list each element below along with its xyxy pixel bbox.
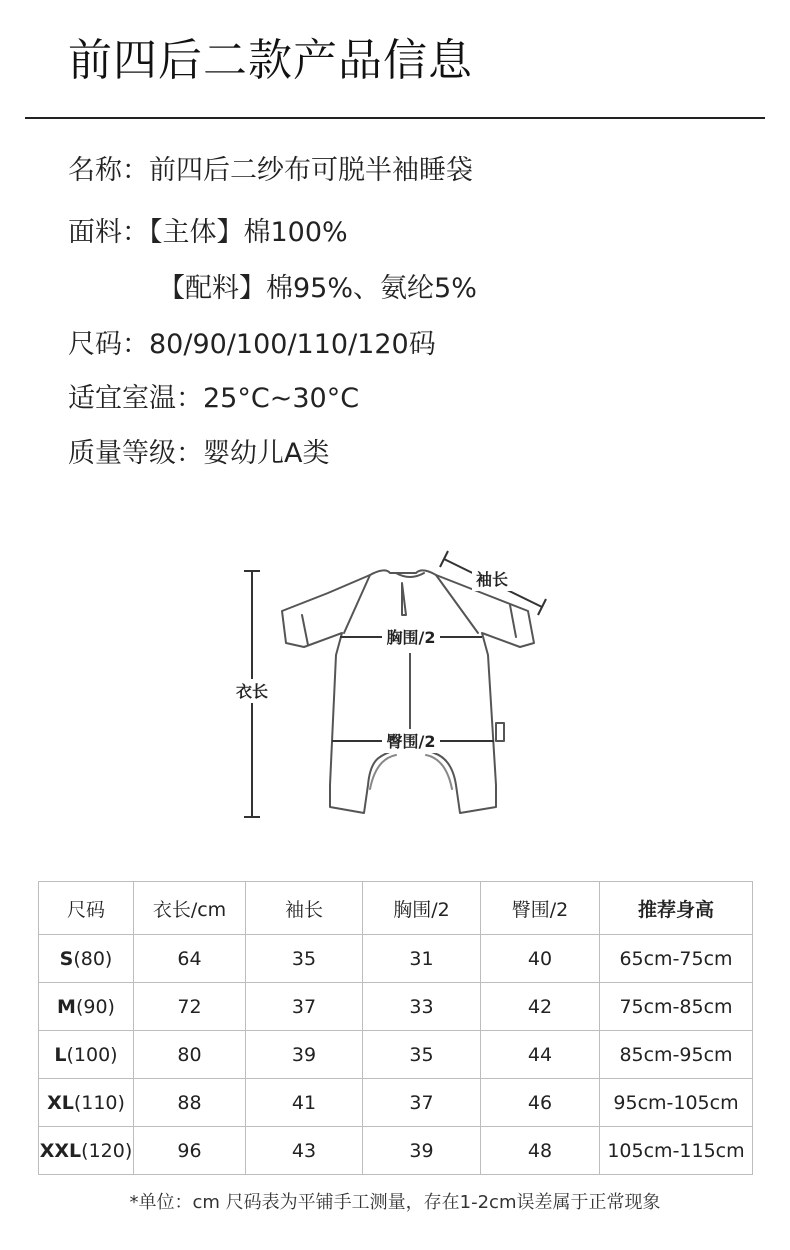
size-cell <box>39 983 134 1031</box>
length-cell: 88 <box>134 1079 246 1127</box>
size-code: M <box>57 995 76 1018</box>
length-cell: 96 <box>134 1127 246 1175</box>
size-code: S <box>59 947 74 970</box>
table-row <box>39 1079 753 1127</box>
size-cell <box>39 935 134 983</box>
info-temp: 适宜室温：25°C~30°C <box>68 383 360 414</box>
header-size: 尺码 <box>39 882 134 935</box>
size-code: XL <box>47 1091 74 1114</box>
info-fabric-main: 面料：【主体】棉100% <box>68 217 348 248</box>
size-table-header <box>39 882 753 935</box>
hip-cell: 40 <box>481 935 600 983</box>
info-size: 尺码：80/90/100/110/120码 <box>68 329 436 360</box>
header-hip: 臀围/2 <box>481 882 600 935</box>
chest-cell: 31 <box>363 935 481 983</box>
hip-cell: 42 <box>481 983 600 1031</box>
chest-label: 胸围/2 <box>386 628 436 647</box>
length-cell: 72 <box>134 983 246 1031</box>
size-table <box>38 881 753 1175</box>
size-code: XXL <box>39 1139 82 1162</box>
size-number: (80) <box>73 947 113 970</box>
header-chest: 胸围/2 <box>363 882 481 935</box>
chest-cell: 35 <box>363 1031 481 1079</box>
measurement-note: *单位：cm 尺码表为平铺手工测量，存在1-2cm误差属于正常现象 <box>129 1192 661 1213</box>
header-height: 推荐身高 <box>600 882 753 935</box>
chest-cell: 37 <box>363 1079 481 1127</box>
chest-cell: 33 <box>363 983 481 1031</box>
height-cell: 65cm-75cm <box>600 935 753 983</box>
sleeve-cell: 43 <box>246 1127 363 1175</box>
height-cell: 105cm-115cm <box>600 1127 753 1175</box>
size-number: (100) <box>66 1043 118 1066</box>
info-name: 名称：前四后二纱布可脱半袖睡袋 <box>68 155 473 186</box>
size-number: (90) <box>75 995 115 1018</box>
height-cell: 95cm-105cm <box>600 1079 753 1127</box>
hip-label: 臀围/2 <box>386 732 436 751</box>
title-divider <box>25 117 765 119</box>
hip-cell: 46 <box>481 1079 600 1127</box>
sleeve-label: 袖长 <box>475 570 509 589</box>
hip-cell: 44 <box>481 1031 600 1079</box>
size-cell <box>39 1031 134 1079</box>
hip-cell: 48 <box>481 1127 600 1175</box>
info-grade: 质量等级：婴幼儿A类 <box>68 438 330 469</box>
sleeve-cell: 39 <box>246 1031 363 1079</box>
table-row <box>39 935 753 983</box>
size-cell <box>39 1079 134 1127</box>
table-row <box>39 983 753 1031</box>
length-cell: 80 <box>134 1031 246 1079</box>
height-cell: 85cm-95cm <box>600 1031 753 1079</box>
length-cell: 64 <box>134 935 246 983</box>
table-row <box>39 1031 753 1079</box>
header-sleeve: 袖长 <box>246 882 363 935</box>
sleeve-cell: 35 <box>246 935 363 983</box>
sleeve-cell: 37 <box>246 983 363 1031</box>
garment-outline <box>282 570 534 813</box>
info-fabric-sub: 【配料】棉95%、氨纶5% <box>158 273 477 304</box>
height-cell: 75cm-85cm <box>600 983 753 1031</box>
length-label: 衣长 <box>235 682 269 701</box>
garment-diagram <box>220 545 560 835</box>
size-number: (120) <box>81 1139 133 1162</box>
sleeve-cell: 41 <box>246 1079 363 1127</box>
page-title: 前四后二款产品信息 <box>68 35 473 86</box>
header-length: 衣长/cm <box>134 882 246 935</box>
size-cell <box>39 1127 134 1175</box>
table-row <box>39 1127 753 1175</box>
size-number: (110) <box>73 1091 125 1114</box>
size-code: L <box>54 1043 67 1066</box>
chest-cell: 39 <box>363 1127 481 1175</box>
